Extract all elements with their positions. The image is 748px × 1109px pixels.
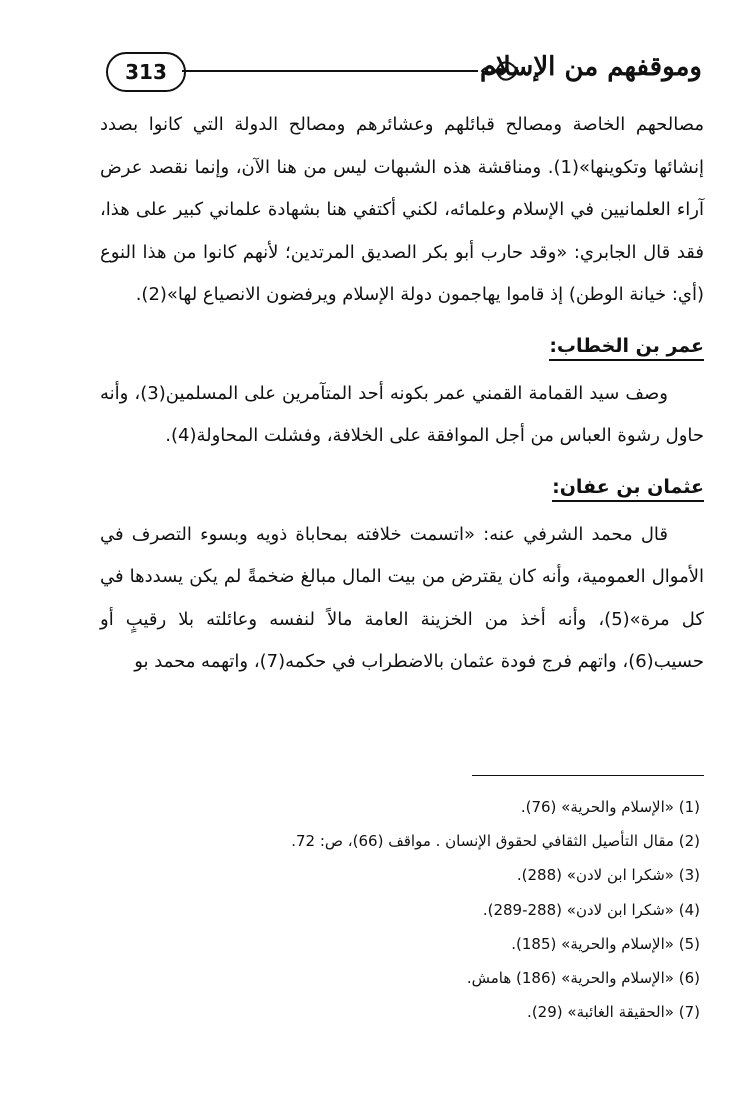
page-number: 313 (106, 52, 186, 92)
footnote: (3) «شكرا ابن لادن» (288). (516, 866, 700, 885)
footnote: (4) «شكرا ابن لادن» (288-289). (482, 900, 700, 919)
heading-label: عمر بن الخطاب: (549, 335, 704, 361)
footnote: (6) «الإسلام والحرية» (186) هامش. (466, 969, 700, 988)
main-text (100, 104, 704, 684)
paragraph: وصف سيد القمامة القمني عمر بكونه أحد المتآمرين على المسلمين(3)، وأنه حاول رشوة العباس من أجل الموافقة على الخلافة، وفشلت المحاولة(4). (100, 382, 704, 446)
header-rule (182, 70, 478, 72)
footnote: (5) «الإسلام والحرية» (185). (511, 934, 700, 953)
footnote: (2) مقال التأصيل الثقافي لحقوق الإنسان . مواقف (66)، ص: 72. (291, 832, 700, 851)
footnote: (7) «الحقيقة الغائبة» (29). (527, 1003, 700, 1022)
running-title: وموقفهم من الإسلام (479, 52, 702, 82)
footnote: (1) «الإسلام والحرية» (76). (520, 798, 700, 816)
footnotes (100, 790, 700, 1029)
section-heading-omar (100, 323, 704, 369)
footnote-separator (472, 775, 704, 776)
paragraph: مصالحهم الخاصة ومصالح قبائلهم وعشائرهم ومصالح الدولة التي كانوا بصدد إنشائها وتكوينها»(1). ومناقشة هذه الشبهات ليس من هنا الآن، وإنما نقصد عرض آراء العلمانيين في الإسلام وعلمائه، لكني أكتفي هنا بشهادة علماني كبير على هذا، فقد قال الجابري: «وقد حارب أبو بكر الصديق المرتدين؛ لأنهم كانوا من هذا النوع (أي: خيانة الوطن) إذ قاموا يهاجمون دولة الإسلام ويرفضون الانصياع لها»(2). (100, 114, 704, 305)
page-header (96, 44, 702, 100)
section-heading-othman (100, 464, 704, 510)
heading-label: عثمان بن عفان: (552, 476, 704, 502)
paragraph: قال محمد الشرفي عنه: «اتسمت خلافته بمحاباة ذويه وبسوء التصرف في الأموال العمومية، وأنه كان يقترض من بيت المال مبالغ ضخمةً لم يكن يسددها في كل مرة»(5)، وأنه أخذ من الخزينة العامة مالاً لنفسه وعائلته بلا رقيبٍ أو حسيب(6)، واتهم فرج فودة عثمان بالاضطراب في حكمه(7)، واتهمه محمد بو (100, 523, 704, 672)
